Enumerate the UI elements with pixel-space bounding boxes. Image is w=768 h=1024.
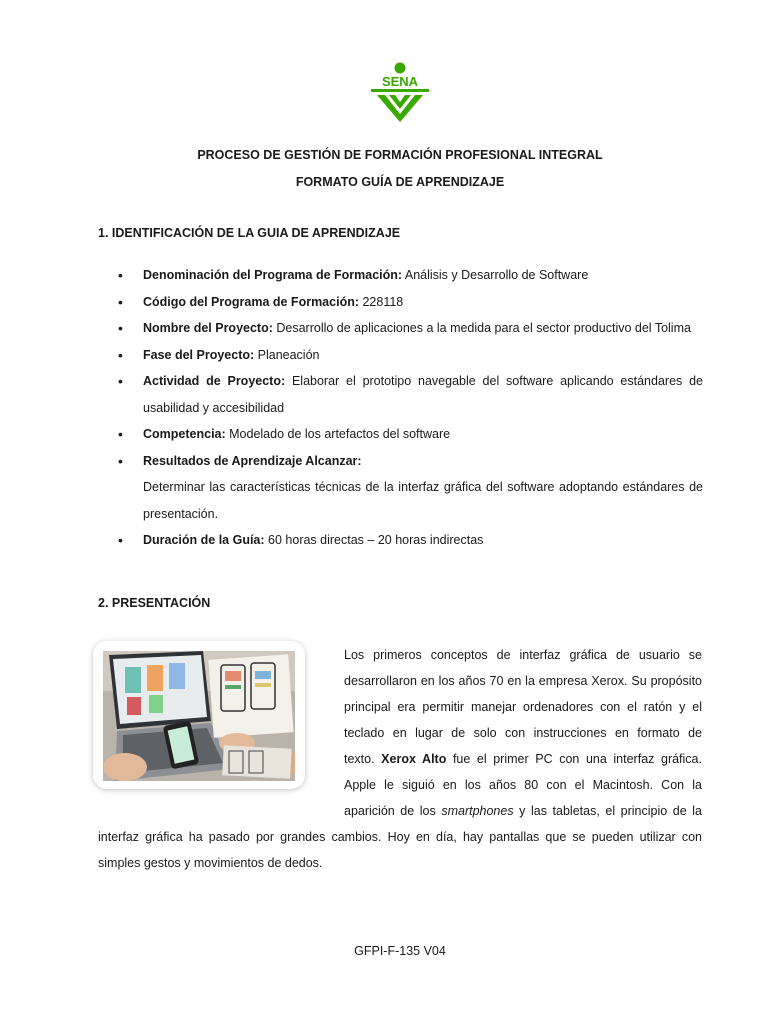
section-identificacion-title: 1. IDENTIFICACIÓN DE LA GUIA DE APRENDIZAJE — [98, 226, 401, 240]
list-item: • Código del Programa de Formación: 228118 — [98, 289, 703, 316]
section-presentacion-title: 2. PRESENTACIÓN — [98, 596, 211, 610]
paragraph-line: Los primeros conceptos de interfaz gráfica de usuario se — [344, 648, 702, 662]
paragraph-line: simples gestos y movimientos de dedos. — [98, 856, 323, 870]
list-item: • Competencia: Modelado de los artefactos del software — [98, 421, 703, 448]
sena-logo — [369, 62, 431, 124]
svg-text:SENA: SENA — [381, 74, 419, 89]
list-item: • Duración de la Guía: 60 horas directas – 20 horas indirectas — [98, 527, 703, 554]
list-item: • Nombre del Proyecto: Desarrollo de aplicaciones a la medida para el sector productivo del Tolima — [98, 315, 703, 342]
list-item: • Fase del Proyecto: Planeación — [98, 342, 703, 369]
paragraph-line: Apple le siguió en los años 80 con el Macintosh. Con la — [344, 778, 702, 792]
identification-list — [98, 262, 703, 554]
list-item: • Actividad de Proyecto: Elaborar el prototipo navegable del software aplicando estándares de usabilidad y accesibilidad — [98, 368, 703, 421]
presentation-paragraph-wrap — [344, 642, 702, 824]
paragraph-line: interfaz gráfica ha pasado por grandes cambios. Hoy en día, hay pantallas que se pueden utilizar con — [98, 830, 702, 844]
list-item: • Denominación del Programa de Formación: Análisis y Desarrollo de Software — [98, 262, 703, 289]
process-title: PROCESO DE GESTIÓN DE FORMACIÓN PROFESIONAL INTEGRAL — [197, 148, 603, 162]
paragraph-line: principal era permitir manejar ordenadores con el ratón y el — [344, 700, 702, 714]
paragraph-line: texto. Xerox Alto fue el primer PC con una interfaz gráfica. — [344, 752, 702, 766]
ui-design-photo — [103, 651, 295, 781]
document-code: GFPI-F-135 V04 — [354, 944, 446, 958]
presentation-paragraph-full — [98, 824, 702, 876]
paragraph-line: aparición de los smartphones y las tabletas, el principio de la — [344, 804, 702, 818]
list-item: • Resultados de Aprendizaje Alcanzar: Determinar las características técnicas de la interfaz gráfica del software adoptando estándares de presentación. — [98, 448, 703, 528]
paragraph-line: teclado en lugar de solo con instrucciones en formato de — [344, 726, 702, 740]
format-title: FORMATO GUÍA DE APRENDIZAJE — [295, 175, 505, 189]
paragraph-line: desarrollaron en los años 70 en la empresa Xerox. Su propósito — [344, 674, 702, 688]
